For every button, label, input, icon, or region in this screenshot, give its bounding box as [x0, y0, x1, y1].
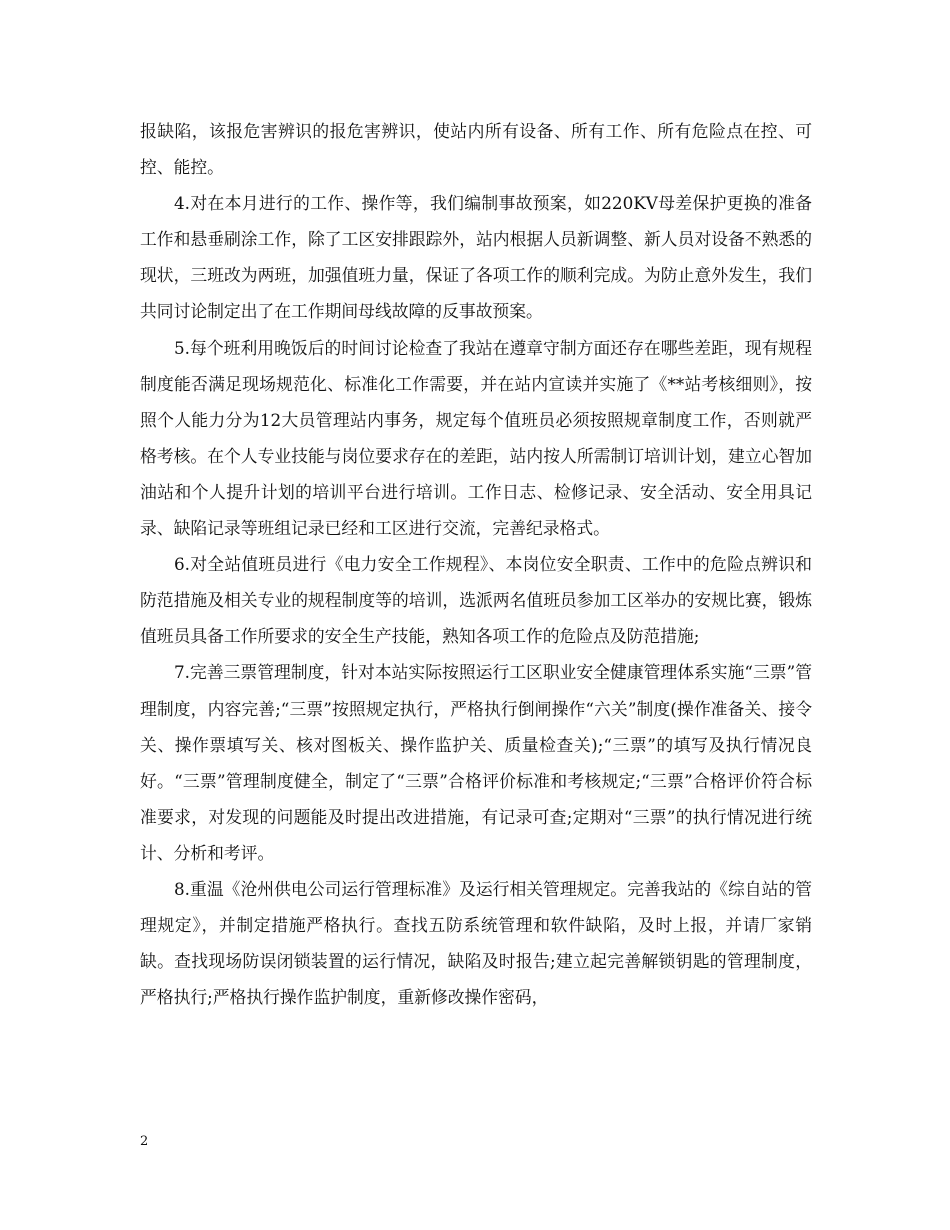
paragraph-item-5: 5.每个班利用晚饭后的时间讨论检查了我站在遵章守制方面还存在哪些差距，现有规程制度能否满足现场规范化、标准化工作需要，并在站内宣读并实施了《**站考核细则》，按照个人能力分为12大员管理站内事务，规定每个值班员必须按照规章制度工作，否则就严格考核。在个人专业技能与岗位要求存在的差距，站内按人所需制订培训计划，建立心智加油站和个人提升计划的培训平台进行培训。工作日志、检修记录、安全活动、安全用具记录、缺陷记录等班组记录已经和工区进行交流，完善纪录格式。 [140, 337, 812, 539]
document-body [140, 113, 812, 1015]
page-number: 2 [140, 1134, 149, 1149]
paragraph-item-6: 6.对全站值班员进行《电力安全工作规程》、本岗位安全职责、工作中的危险点辨识和防范措施及相关专业的规程制度等的培训，选派两名值班员参加工区举办的安规比赛，锻炼值班员具备工作所要求的安全生产技能，熟知各项工作的危险点及防范措施; [140, 554, 812, 647]
paragraph-item-4: 4.对在本月进行的工作、操作等，我们编制事故预案，如220KV母差保护更换的准备工作和悬垂刷涂工作，除了工区安排跟踪外，站内根据人员新调整、新人员对设备不熟悉的现状，三班改为两班，加强值班力量，保证了各项工作的顺利完成。为防止意外发生，我们共同讨论制定出了在工作期间母线故障的反事故预案。 [140, 193, 812, 322]
paragraph-item-8: 8.重温《沧州供电公司运行管理标准》及运行相关管理规定。完善我站的《综自站的管理规定》，并制定措施严格执行。查找五防系统管理和软件缺陷，及时上报，并请厂家销缺。查找现场防误闭锁装置的运行情况，缺陷及时报告;建立起完善解锁钥匙的管理制度，严格执行;严格执行操作监护制度，重新修改操作密码， [140, 878, 812, 1008]
paragraph-item-7: 7.完善三票管理制度，针对本站实际按照运行工区职业安全健康管理体系实施“三票”管理制度，内容完善;“三票”按照规定执行，严格执行倒闸操作“六关”制度(操作准备关、接令关、操作票填写关、核对图板关、操作监护关、质量检查关);“三票”的填写及执行情况良好。“三票”管理制度健全，制定了“三票”合格评价标准和考核规定;“三票”合格评价符合标准要求，对发现的问题能及时提出改进措施，有记录可查;定期对“三票”的执行情况进行统计、分析和考评。 [140, 662, 812, 863]
paragraph-continued: 报缺陷，该报危害辨识的报危害辨识，使站内所有设备、所有工作、所有危险点在控、可控、能控。 [140, 121, 812, 178]
